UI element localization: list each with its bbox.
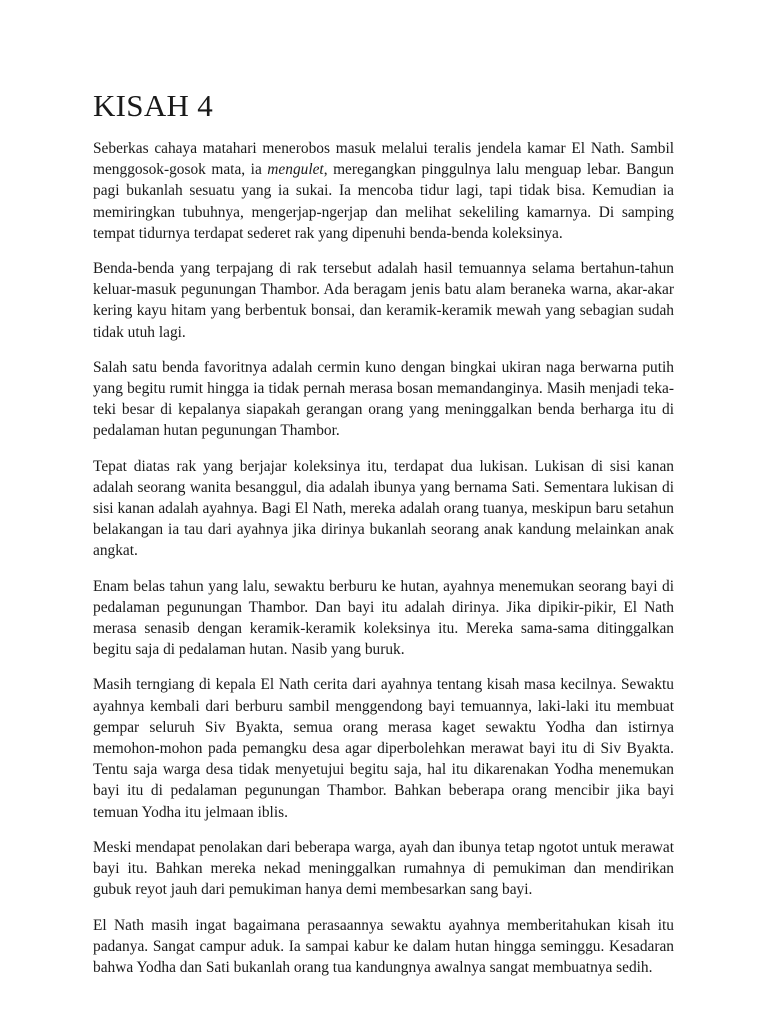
paragraph-1 (93, 138, 674, 244)
story-body (93, 138, 674, 993)
paragraph-1-emphasis: mengulet (267, 161, 324, 179)
paragraph-7: Meski mendapat penolakan dari beberapa warga, ayah dan ibunya tetap ngotot untuk merawat bayi itu. Bahkan mereka nekad meninggalkan rumahnya di pemukiman dan mendirikan gubuk reyot jauh dari pemukiman hanya demi membesarkan sang bayi. (93, 838, 674, 899)
paragraph-6: Masih terngiang di kepala El Nath cerita dari ayahnya tentang kisah masa kecilnya. Sewaktu ayahnya kembali dari berburu sambil menggendong bayi temuannya, laki-laki itu membuat gempar seluruh Siv Byakta, semua orang merasa kaget sewaktu Yodha dan istirnya memohon-mohon pada pemangku desa agar diperbolehkan merawat bayi itu di Siv Byakta. Tentu saja warga desa tidak menyetujui begitu saja, hal itu dikarenakan Yodha menemukan bayi itu di pedalaman pegunungan Thambor. Bahkan beberapa orang mencibir jika bayi temuan Yodha itu jelmaan iblis. (93, 676, 674, 821)
paragraph-1-text-start: Seberkas cahaya matahari menerobos masuk melalui teralis jendela kamar El Nath. Sambil menggosok-gosok mata, ia (93, 140, 674, 179)
paragraph-2: Benda-benda yang terpajang di rak tersebut adalah hasil temuannya selama bertahun-tahun keluar-masuk pegunungan Thambor. Ada beragam jenis batu alam beraneka warna, akar-akar kering kayu hitam yang berbentuk bonsai, dan keramik-keramik mewah yang sebagian sudah tidak utuh lagi. (93, 260, 674, 341)
paragraph-8: El Nath masih ingat bagaimana perasaannya sewaktu ayahnya memberitahukan kisah itu padanya. Sangat campur aduk. Ia sampai kabur ke dalam hutan hingga seminggu. Kesadaran bahwa Yodha dan Sati bukanlah orang tua kandungnya awalnya sangat membuatnya sedih. (93, 916, 674, 976)
chapter-title: KISAH 4 (93, 88, 214, 123)
paragraph-3: Salah satu benda favoritnya adalah cermin kuno dengan bingkai ukiran naga berwarna putih yang begitu rumit hingga ia tidak pernah merasa bosan memandanginya. Masih menjadi teka-teki besar di kepalanya siapakah gerangan orang yang meninggalkan benda berharga itu di pedalaman hutan pegunungan Thambor. (93, 358, 674, 440)
paragraph-4: Tepat diatas rak yang berjajar koleksinya itu, terdapat dua lukisan. Lukisan di sisi kanan adalah seorang wanita besanggul, dia adalah ibunya yang bernama Sati. Sementara lukisan di sisi kanan adalah ayahnya. Bagi El Nath, mereka adalah orang tuanya, meskipun baru setahun belakangan ia tau dari ayahnya jika dirinya bukanlah seorang anak kandung melainkan anak angkat. (93, 457, 674, 560)
paragraph-5: Enam belas tahun yang lalu, sewaktu berburu ke hutan, ayahnya menemukan seorang bayi di pedalaman pegunungan Thambor. Dan bayi itu adalah dirinya. Jika dipikir-pikir, El Nath merasa senasib dengan keramik-keramik koleksinya itu. Mereka sama-sama ditinggalkan begitu saja di pedalaman hutan. Nasib yang buruk. (93, 577, 674, 659)
paragraph-1-text-end: , meregangkan pinggulnya lalu menguap lebar. Bangun pagi bukanlah sesuatu yang ia sukai. Ia mencoba tidur lagi, tapi tidak bisa. Kemudian ia memiringkan tubuhnya, mengerjap-ngerjap dan melihat sekeliling kamarnya. Di samping tempat tidurnya terdapat sederet rak yang dipenuhi benda-benda koleksinya. (93, 161, 674, 242)
